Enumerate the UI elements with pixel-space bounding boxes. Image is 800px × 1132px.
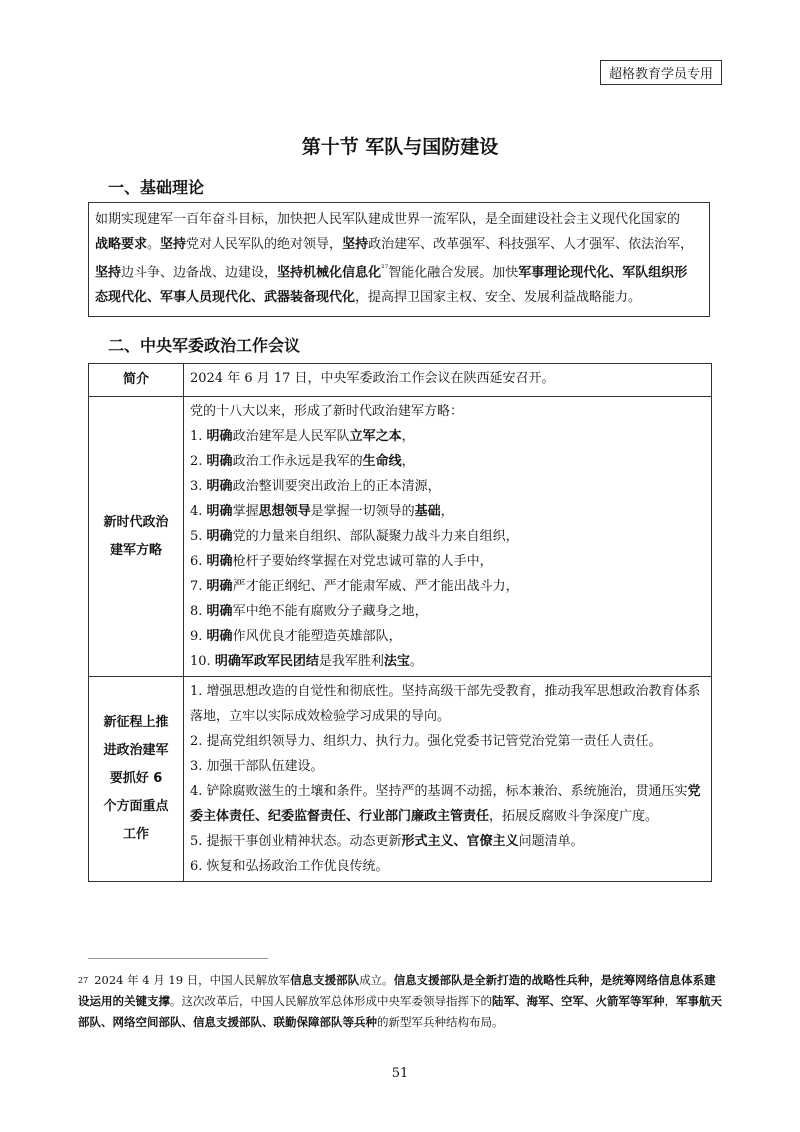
text-run: 基础 bbox=[414, 504, 441, 519]
list-item bbox=[190, 854, 705, 879]
text-run: 形式主义、官僚主义 bbox=[401, 834, 519, 849]
list-item bbox=[95, 207, 703, 232]
text-run: 2024 年 4 月 19 日，中国人民解放军 bbox=[94, 973, 291, 987]
text-run: 4. 铲除腐败滋生的土壤和条件。坚持严的基调不动摇，标本兼治、系统施治，贯通压实 bbox=[190, 784, 688, 799]
text-run: 法宝 bbox=[383, 654, 410, 669]
list-item bbox=[190, 524, 705, 549]
text-run: 党委主体责任、纪委监督责任、行业部门廉政主管责任 bbox=[190, 784, 701, 824]
list-item bbox=[95, 232, 703, 257]
text-run: 军中绝不能有腐败分子藏身之地， bbox=[232, 604, 428, 619]
page-number: 51 bbox=[391, 1066, 409, 1081]
text-run: ，提高捍卫国家主权、安全、发展利益战略能力。 bbox=[355, 290, 642, 306]
list-item bbox=[95, 257, 703, 285]
text-run: 陆军、海军、空军、火箭军等军种 bbox=[492, 994, 665, 1008]
text-run: 如期实现建军一百年奋斗目标，加快把人民军队建成世界一流军队，是全面建设社会主义现代化国家的 bbox=[95, 212, 681, 227]
list-item bbox=[190, 679, 705, 729]
text-run: 6. bbox=[190, 554, 207, 569]
page-title: 第十节 军队与国防建设 bbox=[301, 136, 499, 158]
table-row bbox=[89, 677, 712, 882]
intro-label: 简介 bbox=[89, 364, 184, 397]
text-run: ， bbox=[664, 994, 676, 1008]
text-run: 党的力量来自组织、部队凝聚力战斗力来自组织， bbox=[232, 529, 519, 544]
text-run: 明确 bbox=[206, 579, 233, 594]
text-run: 明确 bbox=[214, 654, 241, 669]
text-run: 问题清单。 bbox=[518, 834, 584, 849]
text-run: 军事航天部队、网络空间部队、信息支援部队、联勤保障部队等兵种 bbox=[78, 994, 722, 1029]
text-run: 信息支援部队是全新打造的战略性兵种，是统筹网络信息体系建设运用的关键支撑 bbox=[78, 973, 716, 1008]
text-run: 成立。 bbox=[359, 973, 394, 987]
text-run: 信息支援部队 bbox=[290, 973, 360, 987]
text-run: 坚持 bbox=[95, 265, 122, 281]
text-run: 政治整训要突出政治上的正本清源， bbox=[232, 479, 441, 494]
strategy-label: 新时代政治建军方略 bbox=[89, 397, 184, 677]
text-run: 明确 bbox=[206, 629, 233, 644]
focus-cell bbox=[184, 677, 712, 882]
text-run: 党对人民军队的绝对领导， bbox=[186, 237, 343, 252]
text-run: 10. bbox=[190, 654, 215, 669]
footnote-separator bbox=[88, 958, 268, 959]
text-run: 。 bbox=[409, 654, 423, 669]
list-item bbox=[190, 424, 705, 449]
list-item bbox=[190, 754, 705, 779]
text-run: 是掌握一切领导的 bbox=[310, 504, 415, 519]
text-run: 坚持 bbox=[342, 237, 369, 252]
text-run: 坚持机械化信息化 bbox=[277, 265, 382, 281]
text-run: 7. bbox=[190, 579, 207, 594]
strategy-list bbox=[190, 424, 705, 674]
text-run: 是我军胜利 bbox=[318, 654, 384, 669]
strategy-intro: 党的十八大以来，形成了新时代政治建军方略： bbox=[190, 404, 464, 419]
text-run: ， bbox=[440, 504, 454, 519]
text-run: ，拓展反腐败斗争深度广度。 bbox=[489, 809, 659, 824]
text-run: 明确 bbox=[206, 504, 233, 519]
list-item bbox=[190, 779, 705, 829]
text-run: 坚持 bbox=[160, 237, 187, 252]
header-tag: 超格教育学员专用 bbox=[600, 60, 722, 85]
list-item bbox=[190, 599, 705, 624]
text-run: 明确 bbox=[206, 529, 233, 544]
text-run: 智能化融合发展。加快 bbox=[388, 265, 519, 281]
theory-box bbox=[88, 202, 710, 317]
text-run: 4. bbox=[190, 504, 207, 519]
text-run: 2. bbox=[190, 454, 207, 469]
list-item bbox=[190, 474, 705, 499]
text-run: 1. bbox=[190, 429, 207, 444]
text-run: 1. 增强思想改造的自觉性和彻底性。坚持高级干部先受教育，推动我军思想政治教育体系落地，立牢以实际成效检验学习成果的导向。 bbox=[190, 684, 701, 724]
list-item bbox=[190, 729, 705, 754]
text-run: 明确 bbox=[206, 479, 233, 494]
text-run: 。这次改革后，中国人民解放军总体形成中央军委领导指挥下的 bbox=[170, 994, 492, 1008]
text-run: 明确 bbox=[206, 604, 233, 619]
text-run: 军事理论现代化、军队组织形 bbox=[518, 265, 688, 281]
list-item bbox=[190, 624, 705, 649]
text-run: 5. 提振干事创业精神状态。动态更新 bbox=[190, 834, 402, 849]
text-run: 的新型军兵种结构布局。 bbox=[377, 1015, 504, 1029]
text-run: 立军之本 bbox=[349, 429, 402, 444]
strategy-cell bbox=[184, 397, 712, 677]
text-run: ， bbox=[401, 454, 415, 469]
text-run: 政治工作永远是我军的 bbox=[232, 454, 363, 469]
list-item bbox=[190, 449, 705, 474]
table-row bbox=[89, 397, 712, 677]
text-run: 3. bbox=[190, 479, 207, 494]
list-item bbox=[190, 549, 705, 574]
text-run: 。 bbox=[147, 237, 161, 252]
focus-list bbox=[190, 679, 705, 879]
text-run: 明确 bbox=[206, 554, 233, 569]
list-item bbox=[190, 829, 705, 854]
text-run: 政治建军是人民军队 bbox=[232, 429, 350, 444]
footnote-ref: ²⁷ bbox=[381, 264, 389, 274]
text-run: 边斗争、边备战、边建设， bbox=[121, 265, 278, 281]
list-item bbox=[95, 285, 703, 310]
text-run: 5. bbox=[190, 529, 207, 544]
text-run: 2. 提高党组织领导力、组织力、执行力。强化党委书记管党治党第一责任人责任。 bbox=[190, 734, 662, 749]
text-run: 9. bbox=[190, 629, 207, 644]
text-run: 军政军民团结 bbox=[240, 654, 319, 669]
text-run: 政治建军、改革强军、科技强军、人才强军、依法治军， bbox=[368, 237, 694, 252]
text-run: 明确 bbox=[206, 429, 233, 444]
footnote bbox=[78, 970, 724, 1033]
text-run: 明确 bbox=[206, 454, 233, 469]
intro-text: 2024 年 6 月 17 日，中央军委政治工作会议在陕西延安召开。 bbox=[184, 364, 712, 397]
footnote-mark: 27 bbox=[78, 976, 89, 985]
text-run: 思想领导 bbox=[258, 504, 311, 519]
list-item bbox=[190, 499, 705, 524]
section2-heading: 二、中央军委政治工作会议 bbox=[108, 336, 301, 355]
text-run: 作风优良才能塑造英雄部队， bbox=[232, 629, 402, 644]
footnote-text bbox=[78, 973, 722, 1029]
text-run: ， bbox=[401, 429, 415, 444]
text-run: 战略要求 bbox=[95, 237, 148, 252]
focus-label: 新征程上推进政治建军要抓好 6 个方面重点工作 bbox=[89, 677, 184, 882]
text-run: 8. bbox=[190, 604, 207, 619]
text-run: 生命线 bbox=[362, 454, 402, 469]
text-run: 枪杆子要始终掌握在对党忠诚可靠的人手中， bbox=[232, 554, 493, 569]
text-run: 6. 恢复和弘扬政治工作优良传统。 bbox=[190, 859, 389, 874]
text-run: 态现代化、军事人员现代化、武器装备现代化 bbox=[95, 290, 356, 306]
text-run: 掌握 bbox=[232, 504, 259, 519]
list-item bbox=[190, 574, 705, 599]
list-item bbox=[190, 649, 705, 674]
section1-heading: 一、基础理论 bbox=[108, 178, 205, 197]
conference-table bbox=[88, 363, 712, 882]
theory-lines bbox=[95, 207, 703, 310]
table-row bbox=[89, 364, 712, 397]
text-run: 严才能正纲纪、严才能肃军威、严才能出战斗力， bbox=[232, 579, 519, 594]
text-run: 3. 加强干部队伍建设。 bbox=[190, 759, 324, 774]
